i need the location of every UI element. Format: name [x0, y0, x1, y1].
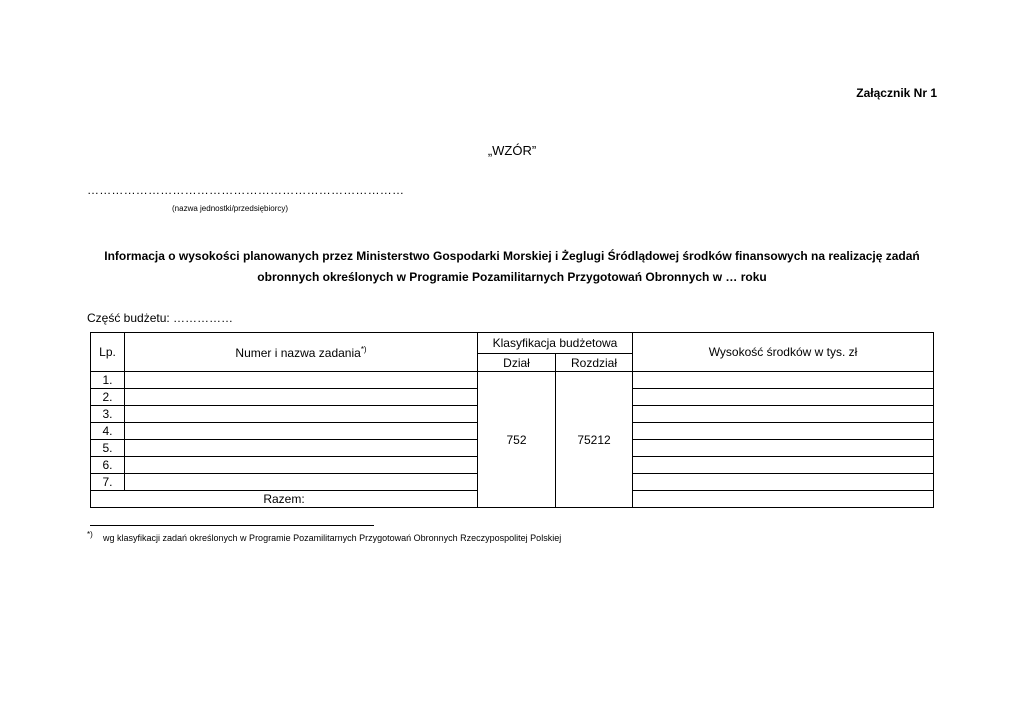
heading-line-2: obronnych określonych w Programie Pozamilitarnych Przygotowań Obronnych w … roku — [257, 270, 767, 284]
amount-cell — [633, 389, 934, 406]
task-cell — [125, 457, 478, 474]
annex-label: Załącznik Nr 1 — [856, 86, 937, 100]
row-number: 3. — [91, 406, 125, 423]
amount-cell — [633, 423, 934, 440]
header-amount: Wysokość środków w tys. zł — [633, 333, 934, 372]
budget-table — [90, 332, 934, 508]
header-chapter: Rozdział — [556, 354, 633, 372]
amount-cell — [633, 406, 934, 423]
unit-name-caption: (nazwa jednostki/przedsiębiorcy) — [172, 204, 289, 213]
row-number: 6. — [91, 457, 125, 474]
table-header-row — [91, 333, 934, 354]
footnote-text: wg klasyfikacji zadań określonych w Programie Pozamilitarnych Przygotowań Obronnych Rzeczypospolitej Polskiej — [103, 533, 562, 543]
footnote-divider — [90, 525, 374, 526]
row-number: 5. — [91, 440, 125, 457]
division-value: 752 — [478, 372, 556, 508]
header-task-label: Numer i nazwa zadania — [235, 345, 361, 360]
amount-cell — [633, 457, 934, 474]
footnote-mark-text: *) — [87, 530, 93, 539]
task-cell — [125, 372, 478, 389]
budget-part: Część budżetu: …………… — [87, 311, 234, 325]
amount-cell — [633, 440, 934, 457]
unit-name-placeholder: …………………………………………………………………… — [87, 183, 405, 197]
header-task — [125, 333, 478, 372]
amount-cell — [633, 372, 934, 389]
total-amount-cell — [633, 491, 934, 508]
amount-cell — [633, 474, 934, 491]
header-lp: Lp. — [91, 333, 125, 372]
row-number: 7. — [91, 474, 125, 491]
task-cell — [125, 389, 478, 406]
template-label: „WZÓR” — [487, 143, 537, 158]
row-number: 1. — [91, 372, 125, 389]
row-number: 2. — [91, 389, 125, 406]
header-classification: Klasyfikacja budżetowa — [478, 333, 633, 354]
task-cell — [125, 406, 478, 423]
task-cell — [125, 474, 478, 491]
table-row — [91, 372, 934, 389]
total-label: Razem: — [91, 491, 478, 508]
footnote — [87, 530, 561, 543]
header-task-footnote-mark: *) — [360, 344, 367, 354]
document-heading — [60, 246, 964, 288]
header-division: Dział — [478, 354, 556, 372]
row-number: 4. — [91, 423, 125, 440]
chapter-value: 75212 — [556, 372, 633, 508]
footnote-mark — [87, 530, 103, 543]
task-cell — [125, 423, 478, 440]
heading-line-1: Informacja o wysokości planowanych przez Ministerstwo Gospodarki Morskiej i Żeglugi Śródlądowej środków finansowych na realizację zadań — [104, 249, 920, 263]
task-cell — [125, 440, 478, 457]
